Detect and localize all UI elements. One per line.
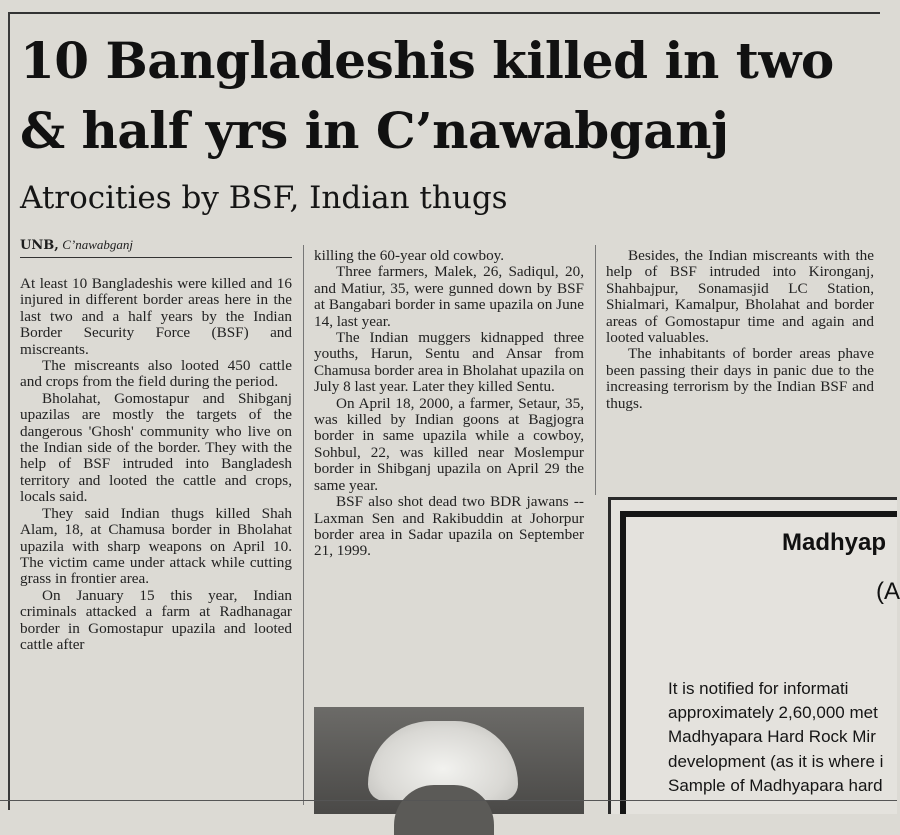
article-headline: 10 Bangladeshis killed in two & half yrs in C’nawabganj — [20, 31, 834, 160]
paragraph: The miscreants also looted 450 cattle and crops from the field during the period. — [20, 357, 292, 391]
notice-subtitle: (A — [876, 578, 900, 605]
notice-line: development (as it is where i — [668, 751, 884, 771]
paragraph: They said Indian thugs killed Shah Alam, 18, at Chamusa border in Bholahat upazila with sharp weapons on April 10. The victim came under attack while cutting grass in frontier area. — [20, 504, 292, 588]
notice-line: It is notified for informati — [668, 679, 849, 698]
top-border-rule — [8, 12, 880, 14]
article-column-1 — [20, 276, 292, 653]
column-divider — [303, 245, 304, 805]
article-column-2 — [314, 248, 584, 560]
notice-line: approximately 2,60,000 met — [668, 703, 878, 723]
notice-line: Sample of Madhyapara hard — [668, 775, 883, 795]
paragraph: The Indian muggers kidnapped three youths, Harun, Sentu and Ansar from Chamusa border area in Bholahat upazila on July 8 last year. Later they killed Sentu. — [314, 329, 584, 396]
column-divider — [595, 245, 596, 495]
notice-line: Madhyapara Hard Rock Mir — [668, 727, 876, 747]
paragraph: Besides, the Indian miscreants with the help of BSF intruded into Kironganj, Shahbajpur, Sonamasjid LC Station, Shialmari, Kamalpur, Bholahat and border areas of Gomostapur time and again and looted valuables. — [606, 247, 874, 347]
article-photo — [314, 707, 584, 814]
paragraph: killing the 60-year old cowboy. — [314, 247, 505, 264]
paragraph: At least 10 Bangladeshis were killed and 16 injured in different border areas here in the last two and a half years by the Indian Border Security Force (BSF) and miscreants. — [20, 275, 292, 358]
paragraph: The inhabitants of border areas phave been passing their days in panic due to the increasing terrorism by the Indian BSF and thugs. — [606, 345, 874, 412]
paragraph: Three farmers, Malek, 26, Sadiqul, 20, and Matiur, 35, were gunned down by BSF at Bangabari border in same upazila on June 14, last year. — [314, 263, 584, 330]
news-agency: UNB, — [20, 238, 59, 253]
article-column-3 — [606, 248, 874, 412]
paragraph: Bholahat, Gomostapur and Shibganj upazilas are mostly the targets of the dangerous 'Ghosh' community who live on the Indian side of the border. They with the help of BSF intruded into Bangladesh territory and looted the cattle and crops, locals said. — [20, 389, 292, 506]
dateline — [20, 235, 292, 258]
bottom-border-rule — [0, 800, 897, 801]
left-border-rule — [8, 12, 10, 810]
notice-body — [668, 677, 897, 798]
dateline-place: C’nawabganj — [62, 237, 134, 252]
paragraph: BSF also shot dead two BDR jawans -- Laxman Sen and Rakibuddin at Johorpur border area in Sadar upazila on September 21, 1999. — [314, 493, 584, 560]
paragraph: On January 15 this year, Indian criminals attacked a farm at Radhanagar border in Gomostapur upazila and looted cattle after — [20, 586, 292, 653]
notice-title: Madhyap — [782, 529, 887, 556]
paragraph: On April 18, 2000, a farmer, Setaur, 35, was killed by Indian goons at Bagjogra border in same upazila while a cowboy, Sohbul, 22, was killed near Moslempur border in Shibganj upazila on April 29 the same year. — [314, 394, 584, 494]
article-subheadline: Atrocities by BSF, Indian thugs — [20, 180, 508, 216]
